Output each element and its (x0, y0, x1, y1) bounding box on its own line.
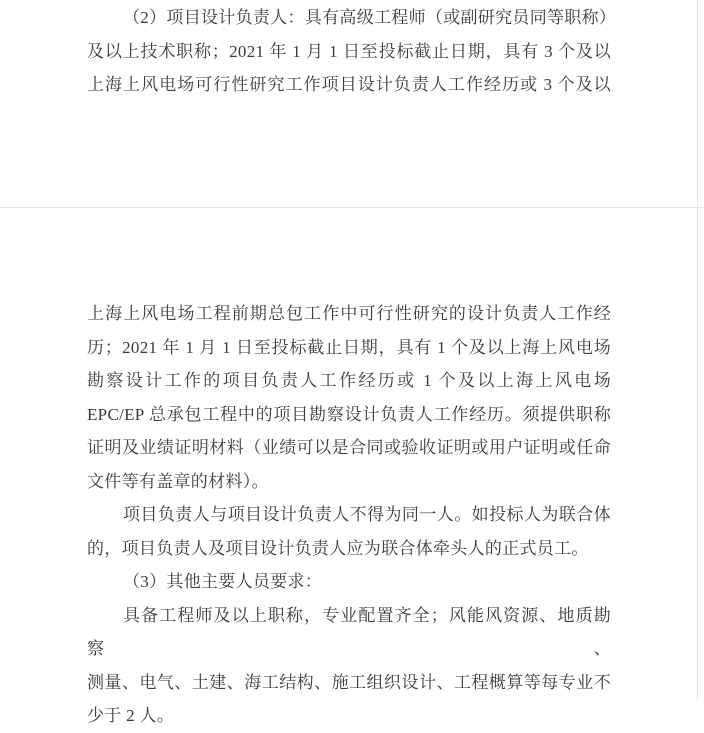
text-line: 历；2021 年 1 月 1 日至投标截止日期，具有 1 个及以上海上风电场 (87, 337, 611, 357)
page-2 (0, 208, 697, 725)
page-right-border (697, 0, 698, 700)
text-line: （3）其他主要人员要求： (123, 572, 323, 591)
text-line: 证明及业绩证明材料（业绩可以是合同或验收证明或用户证明或任命 (87, 438, 611, 457)
text-line: 测量、电气、土建、海工结构、施工组织设计、工程概算等每专业不 (87, 672, 611, 692)
page-1-text (87, 1, 617, 102)
text-line: 勘察设计工作的项目负责人工作经历或 1 个及以上海上风电场 (87, 371, 611, 390)
text-line: 及以上技术职称；2021 年 1 月 1 日至投标截止日期，具有 3 个及以 (87, 41, 611, 61)
text-line: 上海上风电场可行性研究工作项目设计负责人工作经历或 3 个及以 (87, 75, 611, 94)
text-line: 具备工程师及以上职称，专业配置齐全；风能风资源、地质勘察、 (87, 605, 611, 658)
page-2-text (87, 297, 611, 733)
text-line: 少于 2 人。 (87, 706, 175, 725)
page-1 (0, 0, 697, 207)
text-line: 文件等有盖章的材料）。 (87, 471, 269, 491)
text-line: EPC/EP 总承包工程中的项目勘察设计负责人工作经历。须提供职称 (87, 404, 611, 424)
text-line: 的，项目负责人及项目设计负责人应为联合体牵头人的正式员工。 (87, 538, 589, 558)
text-line: （2）项目设计负责人：具有高级工程师（或副研究员同等职称） (123, 8, 617, 27)
text-line: 项目负责人与项目设计负责人不得为同一人。如投标人为联合体 (123, 505, 611, 524)
text-line: 上海上风电场工程前期总包工作中可行性研究的设计负责人工作经 (87, 304, 611, 323)
